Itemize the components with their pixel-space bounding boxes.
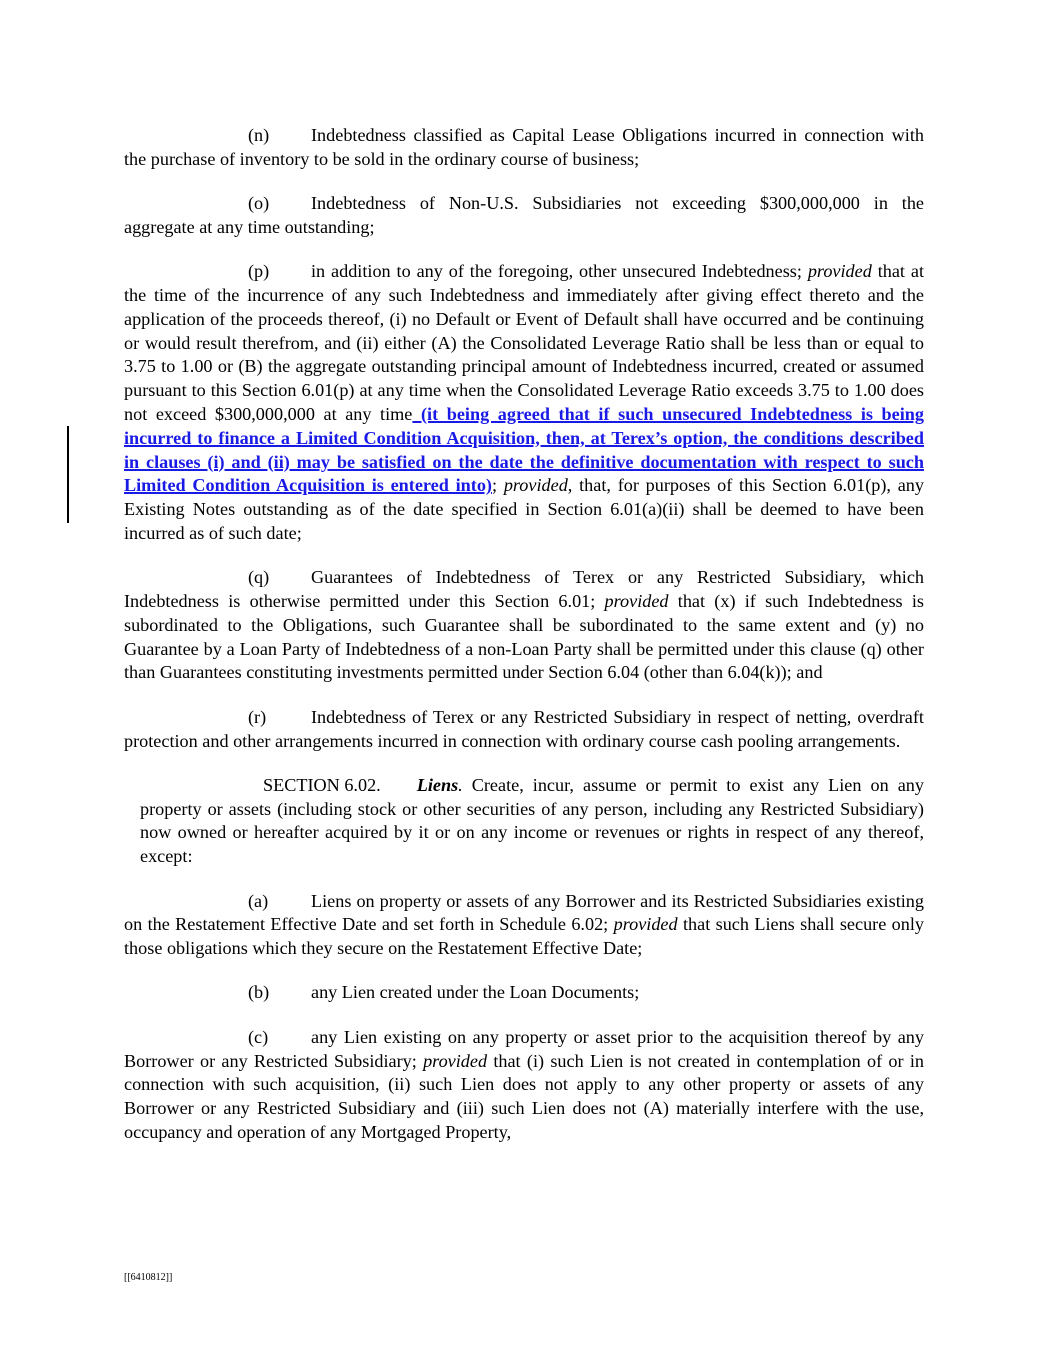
item-label: (b) (248, 982, 270, 1003)
item-label: (q) (248, 567, 270, 588)
lien-paragraph-b (124, 981, 924, 1005)
section-title: Liens (416, 774, 459, 795)
item-text: any Lien existing on any property or asset prior to the acquisition thereof by any Borrower or any Restricted Subsidiary; (124, 1026, 924, 1071)
item-label: (o) (248, 193, 270, 214)
item-label: (r) (248, 706, 267, 727)
lien-paragraph-a (124, 890, 924, 961)
item-text: Indebtedness classified as Capital Lease Obligations incurred in connection with the purchase of inventory to be sold in the ordinary course of business; (124, 125, 924, 169)
paragraph-r (124, 706, 924, 754)
item-text: Liens on property or assets of any Borrower and its Restricted Subsidiaries existing on the Restatement Effective Date and set forth in Schedule 6.02; (124, 890, 924, 935)
item-text: that such Liens shall secure only those obligations which they secure on the Restatement Effective Date; (124, 914, 924, 959)
section-text: Create, incur, assume or permit to exist any Lien on any property or assets (including stock or other securities of any person, including any Restricted Subsidiary) now owned or hereafter acquired by it or on any income or revenues or rights in respect of any thereof, except: (140, 774, 924, 867)
item-text: that (x) if such Indebtedness is subordinated to the Obligations, such Guarantee shall be subordinated to the same extent and (y) no Guarantee by a Loan Party of Indebtedness of a non-Loan Party shall be permitted under this clause (q) other than Guarantees constituting investments permitted under Section 6.04 (other than 6.04(k)); and (124, 591, 924, 683)
item-label: (a) (248, 890, 269, 911)
provided-italic: provided (604, 591, 669, 612)
item-text: that (i) such Lien is not created in contemplation of or in connection with such acquisition, (ii) such Lien does not apply to any other property or assets of any Borrower or any Restricted Subsidiary and (iii) such Lien does not (A) materially interfere with the use, occupancy and operation of any Mortgaged Property, (124, 1050, 924, 1142)
item-text: Indebtedness of Non-U.S. Subsidiaries not exceeding $300,000,000 in the aggregate at any time outstanding; (124, 193, 924, 237)
item-text: that at the time of the incurrence of any such Indebtedness and immediately after giving effect thereto and the application of the proceeds thereof, (i) no Default or Event of Default shall have occurred and be continuing or would result therefrom, and (ii) either (A) the Consolidated Leverage Ratio shall be less than or equal to 3.75 to 1.00 or (B) the aggregate outstanding principal amount of Indebtedness incurred, created or assumed pursuant to this Section 6.01(p) at any time when the Consolidated Leverage Ratio exceeds 3.75 to 1.00 does not exceed $300,000,000 at any time (124, 261, 924, 424)
item-label: (n) (248, 125, 270, 145)
paragraph-o (124, 192, 924, 240)
item-text: in addition to any of the foregoing, other unsecured Indebtedness; (311, 261, 808, 282)
item-text: any Lien created under the Loan Documents; (311, 982, 640, 1003)
section-title-period: . (458, 774, 463, 795)
document-page (124, 124, 924, 1165)
paragraph-n (124, 124, 924, 172)
paragraph-q (124, 566, 924, 685)
item-text: Guarantees of Indebtedness of Terex or any Restricted Subsidiary, which Indebtedness is otherwise permitted under this Section 6.01; (124, 567, 924, 612)
document-id-footer: [[6410812]] (124, 1272, 173, 1283)
provided-italic: provided (423, 1050, 488, 1071)
item-text: Indebtedness of Terex or any Restricted Subsidiary in respect of netting, overdraft protection and other arrangements incurred in connection with ordinary course cash pooling arrangements. (124, 706, 924, 751)
section-number: SECTION 6.02. (263, 774, 381, 795)
provided-italic: provided (807, 261, 872, 282)
item-text: ; (491, 475, 504, 496)
item-label: (p) (248, 261, 270, 282)
provided-italic: provided (613, 914, 678, 935)
item-text: , that, for purposes of this Section 6.01(p), any Existing Notes outstanding as of the date specified in Section 6.01(a)(ii) shall be deemed to have been incurred as of such date; (124, 475, 924, 543)
lien-paragraph-c (124, 1026, 924, 1145)
item-label: (c) (248, 1026, 269, 1047)
inserted-text: (it being agreed that if such unsecured Indebtedness is being incurred to finance a Limited Condition Acquisition, then, at Terex’s option, the conditions described in clauses (i) and (ii) may be satisfied on the date the definitive documentation with respect to such Limited Condition Acquisition is entered into) (124, 403, 925, 496)
provided-italic: provided (503, 475, 568, 496)
paragraph-p (124, 260, 924, 546)
change-bar (67, 426, 69, 523)
section-6-02 (140, 774, 924, 869)
